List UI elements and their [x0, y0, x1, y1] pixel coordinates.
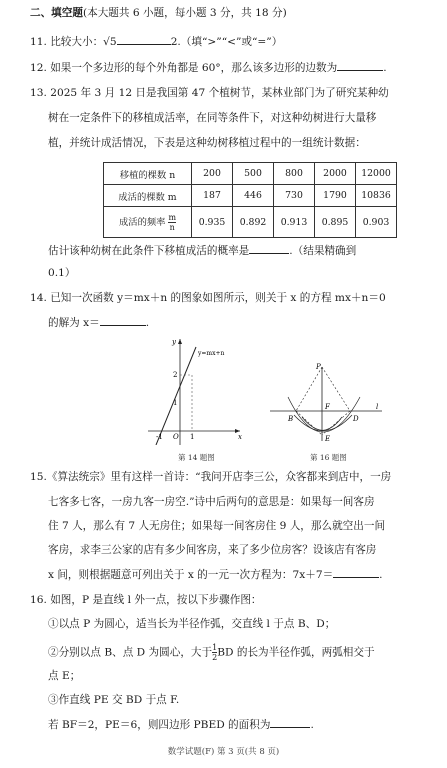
tick-1: 1: [173, 399, 178, 407]
q14-text: 的解为 x＝: [48, 317, 100, 329]
row-header-frequency: [104, 207, 192, 238]
point-e-label: E: [325, 435, 331, 443]
x-label: x: [238, 433, 242, 441]
point-b-label: B: [288, 415, 294, 423]
line-l-label: l: [376, 403, 379, 411]
q16-period: .: [310, 719, 314, 731]
table-row: [104, 163, 397, 185]
q15-line-5: [48, 567, 383, 582]
q13-line-2: 树在一定条件下的移植成活率，在同等条件下，对这种幼树进行大量移: [48, 112, 377, 124]
fraction-numerator: 1: [212, 643, 218, 652]
table-cell: 1790: [315, 185, 356, 207]
section-note: (本大题共 6 小题，每小题 3 分，共 18 分): [82, 7, 287, 19]
statistics-table: [103, 162, 397, 238]
q16-line-2: ①以点 P 为圆心，适当长为半径作弧，交直线 l 于点 B、D；: [48, 618, 336, 630]
fraction-denominator: 2: [212, 653, 218, 662]
q15-line-4: 客房，求李三公家的店有多少间客房，来了多少位房客？设该店有客房: [48, 544, 377, 556]
table-cell: 500: [233, 163, 274, 185]
q16-line-6: [48, 717, 314, 732]
table-cell: 446: [233, 185, 274, 207]
table-cell: 730: [274, 185, 315, 207]
figure-14-caption: 第 14 题图: [178, 453, 215, 462]
table-cell: 187: [192, 185, 233, 207]
y-axis-arrow: [178, 339, 182, 344]
q15-line-3: 住 7 人，那么有 7 人无房住；如果每一间客房住 9 人，那么就空出一间: [48, 520, 386, 532]
fraction-numerator: m: [168, 212, 177, 222]
q13-after-line-2: 0.1）: [48, 267, 76, 279]
q15-line-1: 15.《算法统宗》里有这样一首诗：“我问开店李三公，众客都来到店中，一房: [30, 471, 392, 483]
tick-x1: 1: [190, 433, 195, 441]
tick-2: 2: [173, 371, 178, 379]
fraction-denominator: n: [169, 222, 175, 232]
table-cell: 800: [274, 163, 315, 185]
q13-line-3: 植，并统计成活情况，下表是这种幼树移植过程中的一组统计数据：: [48, 137, 366, 149]
table-row: [104, 207, 397, 238]
q16-line-4: 点 E；: [48, 670, 81, 682]
y-label: y: [172, 338, 176, 346]
section-title: 二、填空题: [30, 7, 83, 19]
q16-step2-text-b: BD 的长为半径作弧，两弧相交于: [217, 646, 375, 659]
q14-period: .: [145, 317, 150, 329]
table-cell: 0.903: [356, 207, 397, 238]
answer-blank-12[interactable]: [337, 60, 383, 71]
q16-line-3: [48, 643, 375, 662]
answer-blank-11[interactable]: [117, 34, 171, 45]
figure-16-caption: 第 16 题图: [310, 453, 347, 462]
table-cell: 200: [192, 163, 233, 185]
q14-line-2: [48, 315, 149, 330]
q14-line-1: 14. 已知一次函数 y＝mx＋n 的图象如图所示，则关于 x 的方程 mx＋n＝0: [30, 292, 386, 304]
q16-question-text: 若 BF＝2，PE＝6，则四边形 PBED 的面积为: [48, 719, 271, 731]
point-d-label: D: [353, 415, 359, 423]
table-cell: 0.913: [274, 207, 315, 238]
arc-from-d: [302, 415, 352, 431]
point-f-label: F: [325, 403, 330, 411]
page-footer: 数学试题(F) 第 3 页(共 8 页): [167, 747, 280, 757]
table-cell: 2000: [315, 163, 356, 185]
q11-text-a: 11. 比较大小：√5: [30, 36, 117, 48]
answer-blank-13[interactable]: [249, 243, 289, 254]
table-cell: 0.935: [192, 207, 233, 238]
q13-after-text: 估计该种幼树在此条件下移植成活的概率是: [48, 245, 250, 257]
q16-line-1: 16. 如图，P 是直线 l 外一点，按以下步骤作图：: [30, 594, 262, 606]
q15-line-2: 七客多七客，一房九客一房空.”诗中后两句的意思是：如果每一间客房: [48, 496, 375, 508]
line-label: y=mx+n: [198, 350, 225, 357]
q13-after-note: .（结果精确到: [289, 245, 357, 257]
arc-from-p: [288, 397, 360, 432]
figure-16-construction: [266, 357, 386, 447]
tick-neg1: -1: [156, 433, 163, 441]
answer-blank-14[interactable]: [100, 315, 146, 326]
table-cell: 10836: [356, 185, 397, 207]
row-header-survived: 成活的棵数 m: [104, 185, 192, 207]
table-cell: 12000: [356, 163, 397, 185]
function-line: [156, 347, 196, 445]
q12-period: .: [383, 62, 387, 74]
q11-text-b: 2.（填“>”“<”或“=”）: [170, 36, 283, 48]
q15-period: .: [379, 569, 383, 581]
origin-label: O: [173, 433, 179, 441]
answer-blank-16[interactable]: [270, 717, 310, 728]
segment-pb: [296, 367, 322, 411]
q16-step2-text-a: ②分别以点 B、点 D 为圆心，大于: [48, 646, 213, 659]
table-cell: 0.895: [315, 207, 356, 238]
frequency-label: 成活的频率: [118, 216, 166, 228]
question-12: [30, 60, 387, 75]
question-11: [30, 34, 282, 49]
q13-line-1: 13. 2025 年 3 月 12 日是我国第 47 个植树节，某林业部门为了研究某种幼: [30, 87, 389, 99]
q15-equation-text: x 间，则根据题意可列出关于 x 的一元一次方程为：7x＋7＝: [48, 569, 334, 581]
answer-blank-15[interactable]: [333, 567, 379, 578]
section-heading: [30, 6, 287, 20]
q16-line-5: ③作直线 PE 交 BD 于点 F.: [48, 694, 180, 706]
q12-text: 12. 如果一个多边形的每个外角都是 60°，那么该多边形的边数为: [30, 62, 338, 74]
table-row: [104, 185, 397, 207]
fraction-m-over-n: [168, 213, 176, 232]
figure-14-graph: [140, 335, 250, 445]
table-cell: 0.892: [233, 207, 274, 238]
point-p-label: P: [316, 363, 321, 371]
row-header-planted: 移植的棵数 n: [104, 163, 192, 185]
q13-after-line-1: [48, 243, 356, 258]
